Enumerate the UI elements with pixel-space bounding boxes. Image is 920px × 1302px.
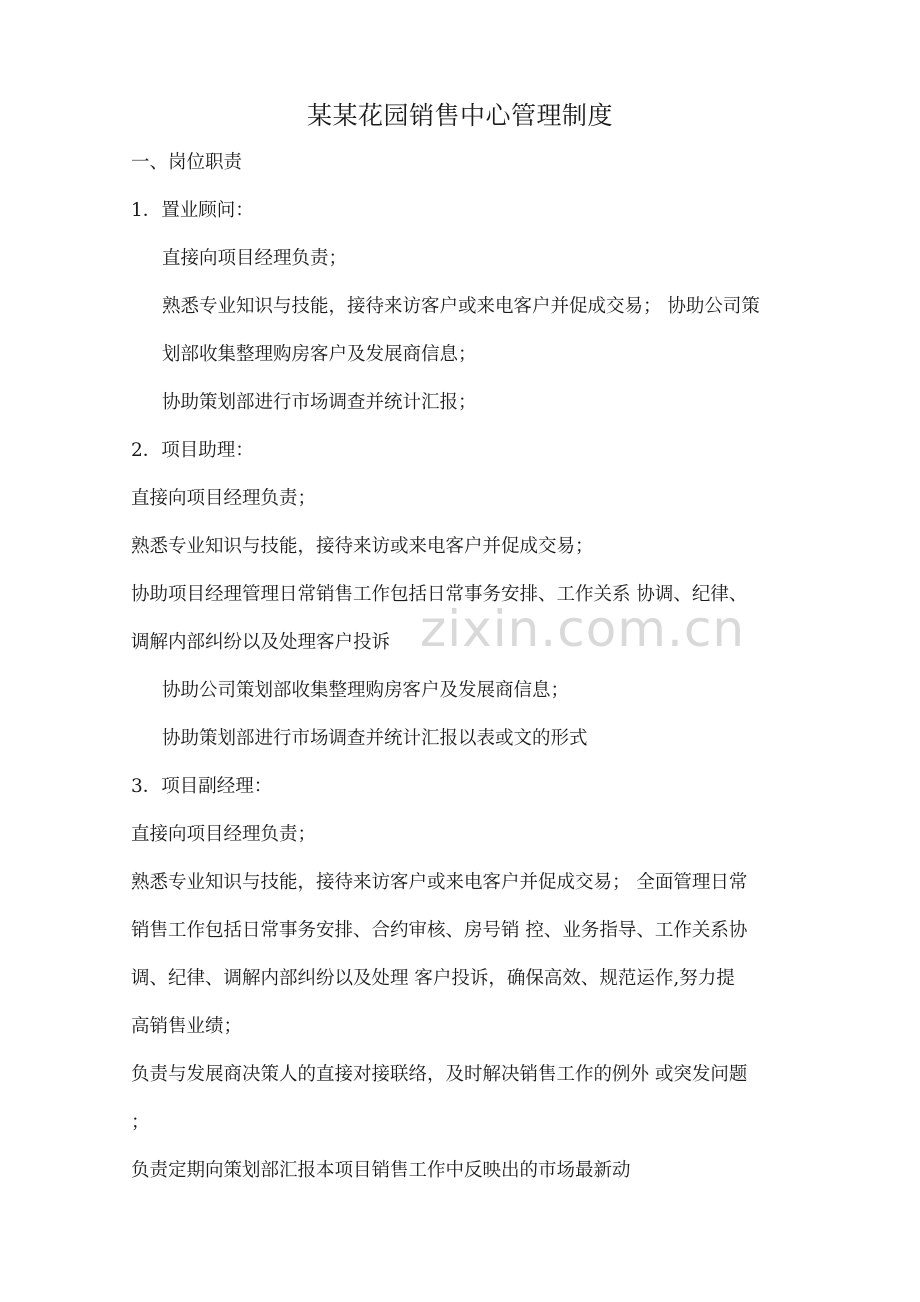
paragraph-line: 熟悉专业知识与技能，接待来访客户或来电客户并促成交易； 协助公司策 (162, 296, 760, 317)
paragraph-line: 销售工作包括日常事务安排、合约审核、房号销 控、业务指导、工作关系协 (131, 920, 748, 941)
paragraph-line: 熟悉专业知识与技能，接待来访或来电客户并促成交易； (131, 536, 594, 557)
watermark: zixin.com.cn (420, 600, 746, 658)
document-title: 某某花园销售中心管理制度 (306, 101, 613, 130)
paragraph-line: 调解内部纠纷以及处理客户投诉 (131, 632, 391, 653)
paragraph-line: 负责定期向策划部汇报本项目销售工作中反映出的市场最新动 (131, 1160, 631, 1181)
paragraph-line: ； (131, 1112, 150, 1133)
paragraph-line: 协助项目经理管理日常销售工作包括日常事务安排、工作关系 协调、纪律、 (131, 584, 748, 605)
paragraph-line: 直接向项目经理负责； (162, 248, 348, 269)
role-heading-3: 3．项目副经理： (131, 776, 273, 797)
paragraph-line: 直接向项目经理负责； (131, 824, 317, 845)
paragraph-line: 调、纪律、调解内部纠纷以及处理 客户投诉，确保高效、规范运作,努力提 (131, 968, 735, 989)
paragraph-line: 熟悉专业知识与技能，接待来访客户或来电客户并促成交易； 全面管理日常 (131, 872, 748, 893)
role-heading-1: 1．置业顾问： (131, 200, 254, 221)
section-heading: 一、岗位职责 (131, 152, 243, 173)
paragraph-line: 直接向项目经理负责； (131, 488, 317, 509)
paragraph-line: 划部收集整理购房客户及发展商信息； (162, 344, 477, 365)
paragraph-line: 负责与发展商决策人的直接对接联络，及时解决销售工作的例外 或突发问题 (131, 1064, 748, 1085)
paragraph-line: 协助策划部进行市场调查并统计汇报； (162, 392, 477, 413)
paragraph-line: 高销售业绩； (131, 1016, 243, 1037)
paragraph-line: 协助公司策划部收集整理购房客户及发展商信息； (162, 680, 570, 701)
paragraph-line: 协助策划部进行市场调查并统计汇报以表或文的形式 (162, 728, 588, 749)
role-heading-2: 2．项目助理： (131, 440, 254, 461)
